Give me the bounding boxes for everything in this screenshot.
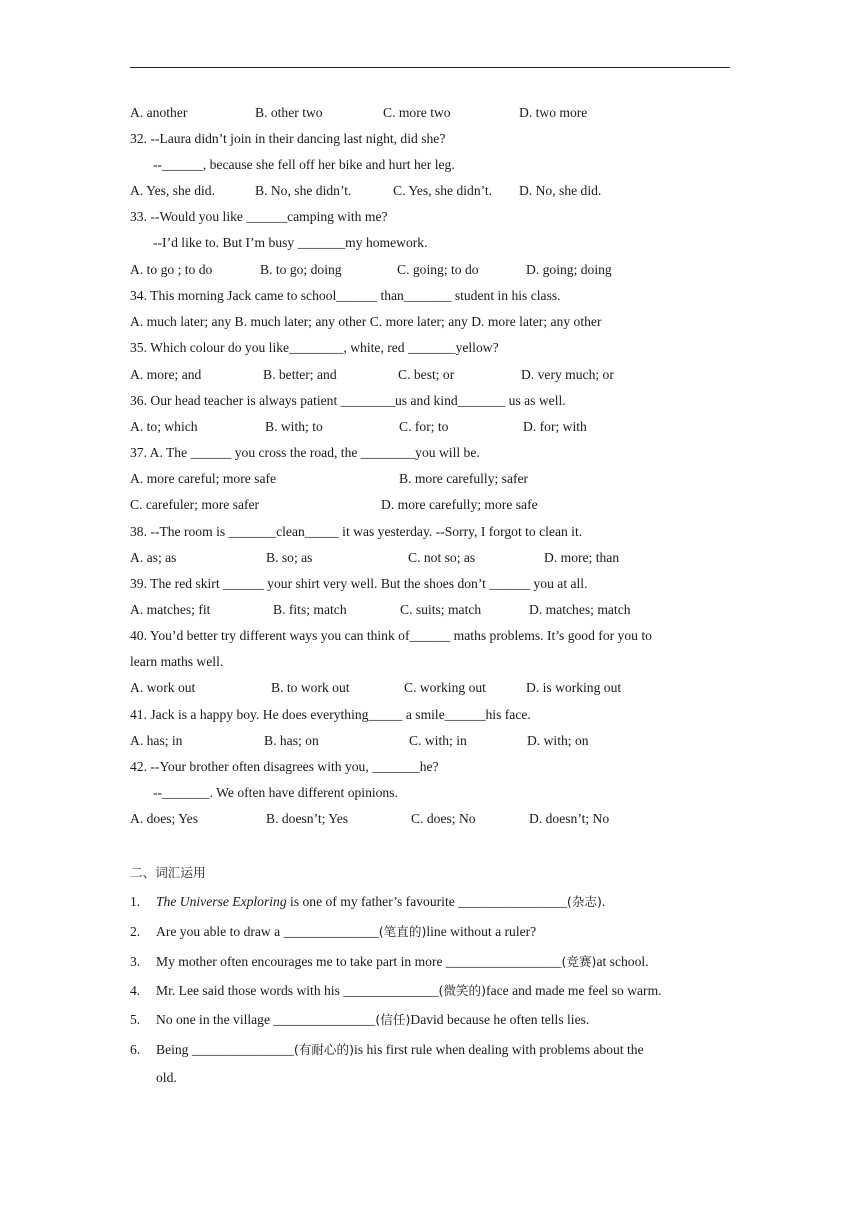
q38-option-a: A. as; as: [130, 550, 177, 565]
q42-option-b: B. doesn’t; Yes: [266, 811, 349, 826]
item2-hint: (笔直的): [378, 924, 427, 939]
q32-option-a: A. Yes, she did.: [130, 183, 215, 198]
q35-option-d: D. very much; or: [521, 367, 614, 382]
q40-question-line2: learn maths well.: [130, 654, 224, 669]
q40-option-d: D. is working out: [526, 680, 622, 695]
q38-option-b: B. so; as: [266, 550, 313, 565]
q40-option-b: B. to work out: [271, 680, 350, 695]
item4-sentence: [156, 983, 662, 999]
item6-number: 6.: [130, 1042, 141, 1057]
q42-option-a: A. does; Yes: [130, 811, 198, 826]
item3-number: 3.: [130, 954, 141, 969]
item2-number: 2.: [130, 924, 141, 939]
q37-option-c: C. carefuler; more safer: [130, 497, 260, 512]
q42-question: 42. --Your brother often disagrees with you, _______he?: [130, 759, 439, 774]
q31-option-a: A. another: [130, 105, 188, 120]
item1-number: 1.: [130, 894, 141, 909]
q38-option-d: D. more; than: [544, 550, 620, 565]
item5-sentence: [156, 1012, 589, 1028]
q35-option-c: C. best; or: [398, 367, 455, 382]
item1-text-b: .: [601, 894, 606, 909]
q42-option-d: D. doesn’t; No: [529, 811, 610, 826]
q34-question: 34. This morning Jack came to school______ than_______ student in his class.: [130, 288, 561, 303]
header-rule: [130, 67, 730, 68]
q33-question: 33. --Would you like ______camping with me?: [130, 209, 388, 224]
q36-option-c: C. for; to: [399, 419, 449, 434]
q39-option-d: D. matches; match: [529, 602, 631, 617]
item2-text-a: Are you able to draw a ______________: [156, 924, 379, 939]
q35-question: 35. Which colour do you like________, white, red _______yellow?: [130, 340, 499, 355]
item5-hint: (信任): [375, 1012, 411, 1027]
q31-option-d: D. two more: [519, 105, 588, 120]
q32-question: 32. --Laura didn’t join in their dancing last night, did she?: [130, 131, 446, 146]
item1-text-a: is one of my father’s favourite ________________: [286, 894, 567, 909]
item4-hint: (微笑的): [438, 983, 487, 998]
q41-option-b: B. has; on: [264, 733, 319, 748]
q39-option-a: A. matches; fit: [130, 602, 211, 617]
item3-hint: (竞赛): [561, 954, 597, 969]
item5-number: 5.: [130, 1012, 141, 1027]
section2-heading: 二、词汇运用: [130, 865, 206, 880]
q33-option-c: C. going; to do: [397, 262, 479, 277]
item6-hint: (有耐心的): [293, 1042, 355, 1057]
item3-sentence: [156, 954, 649, 970]
item2-sentence: [156, 924, 536, 940]
q42-reply: --_______. We often have different opinions.: [153, 785, 398, 800]
q37-question: 37. A. The ______ you cross the road, the ________you will be.: [130, 445, 480, 460]
item2-text-b: line without a ruler?: [426, 924, 537, 939]
q32-option-c: C. Yes, she didn’t.: [393, 183, 493, 198]
item5-text-a: No one in the village _______________: [156, 1012, 376, 1027]
q36-option-a: A. to; which: [130, 419, 198, 434]
item3-text-a: My mother often encourages me to take part in more _________________: [156, 954, 562, 969]
q37-option-b: B. more carefully; safer: [399, 471, 529, 486]
q33-option-a: A. to go ; to do: [130, 262, 213, 277]
q42-option-c: C. does; No: [411, 811, 476, 826]
item3-text-b: at school.: [596, 954, 649, 969]
q34-options: A. much later; any B. much later; any other C. more later; any D. more later; any other: [130, 314, 602, 329]
item5-text-b: David because he often tells lies.: [410, 1012, 590, 1027]
q37-option-a: A. more careful; more safe: [130, 471, 277, 486]
q41-option-d: D. with; on: [527, 733, 589, 748]
q39-option-c: C. suits; match: [400, 602, 482, 617]
item1-hint: (杂志): [566, 894, 602, 909]
q40-question-line1: 40. You’d better try different ways you can think of______ maths problems. It’s good for you to: [130, 628, 652, 643]
q39-option-b: B. fits; match: [273, 602, 347, 617]
q39-question: 39. The red skirt ______ your shirt very well. But the shoes don’t ______ you at all.: [130, 576, 588, 591]
q32-reply: --______, because she fell off her bike and hurt her leg.: [153, 157, 455, 172]
q33-option-b: B. to go; doing: [260, 262, 342, 277]
q35-option-b: B. better; and: [263, 367, 337, 382]
q31-option-b: B. other two: [255, 105, 323, 120]
q36-option-b: B. with; to: [265, 419, 323, 434]
item6-text-b: is his first rule when dealing with problems about the: [354, 1042, 644, 1057]
q41-option-c: C. with; in: [409, 733, 467, 748]
q37-option-d: D. more carefully; more safe: [381, 497, 538, 512]
item4-text-a: Mr. Lee said those words with his ______________: [156, 983, 439, 998]
q31-option-c: C. more two: [383, 105, 451, 120]
q40-option-c: C. working out: [404, 680, 486, 695]
item1-sentence: [156, 894, 605, 910]
item6-continuation: old.: [156, 1070, 177, 1085]
q33-reply: --I’d like to. But I’m busy _______my homework.: [153, 235, 428, 250]
q36-option-d: D. for; with: [523, 419, 587, 434]
q32-option-d: D. No, she did.: [519, 183, 602, 198]
q36-question: 36. Our head teacher is always patient ________us and kind_______ us as well.: [130, 393, 566, 408]
item6-text-a: Being _______________: [156, 1042, 294, 1057]
q33-option-d: D. going; doing: [526, 262, 612, 277]
item4-text-b: face and made me feel so warm.: [486, 983, 662, 998]
q41-option-a: A. has; in: [130, 733, 183, 748]
q35-option-a: A. more; and: [130, 367, 202, 382]
q38-question: 38. --The room is _______clean_____ it was yesterday. --Sorry, I forgot to clean it.: [130, 524, 583, 539]
q40-option-a: A. work out: [130, 680, 196, 695]
q32-option-b: B. No, she didn’t.: [255, 183, 352, 198]
item4-number: 4.: [130, 983, 141, 998]
item6-sentence: [156, 1042, 644, 1058]
item1-title: The Universe Exploring: [156, 894, 287, 909]
q41-question: 41. Jack is a happy boy. He does everything_____ a smile______his face.: [130, 707, 531, 722]
q38-option-c: C. not so; as: [408, 550, 476, 565]
